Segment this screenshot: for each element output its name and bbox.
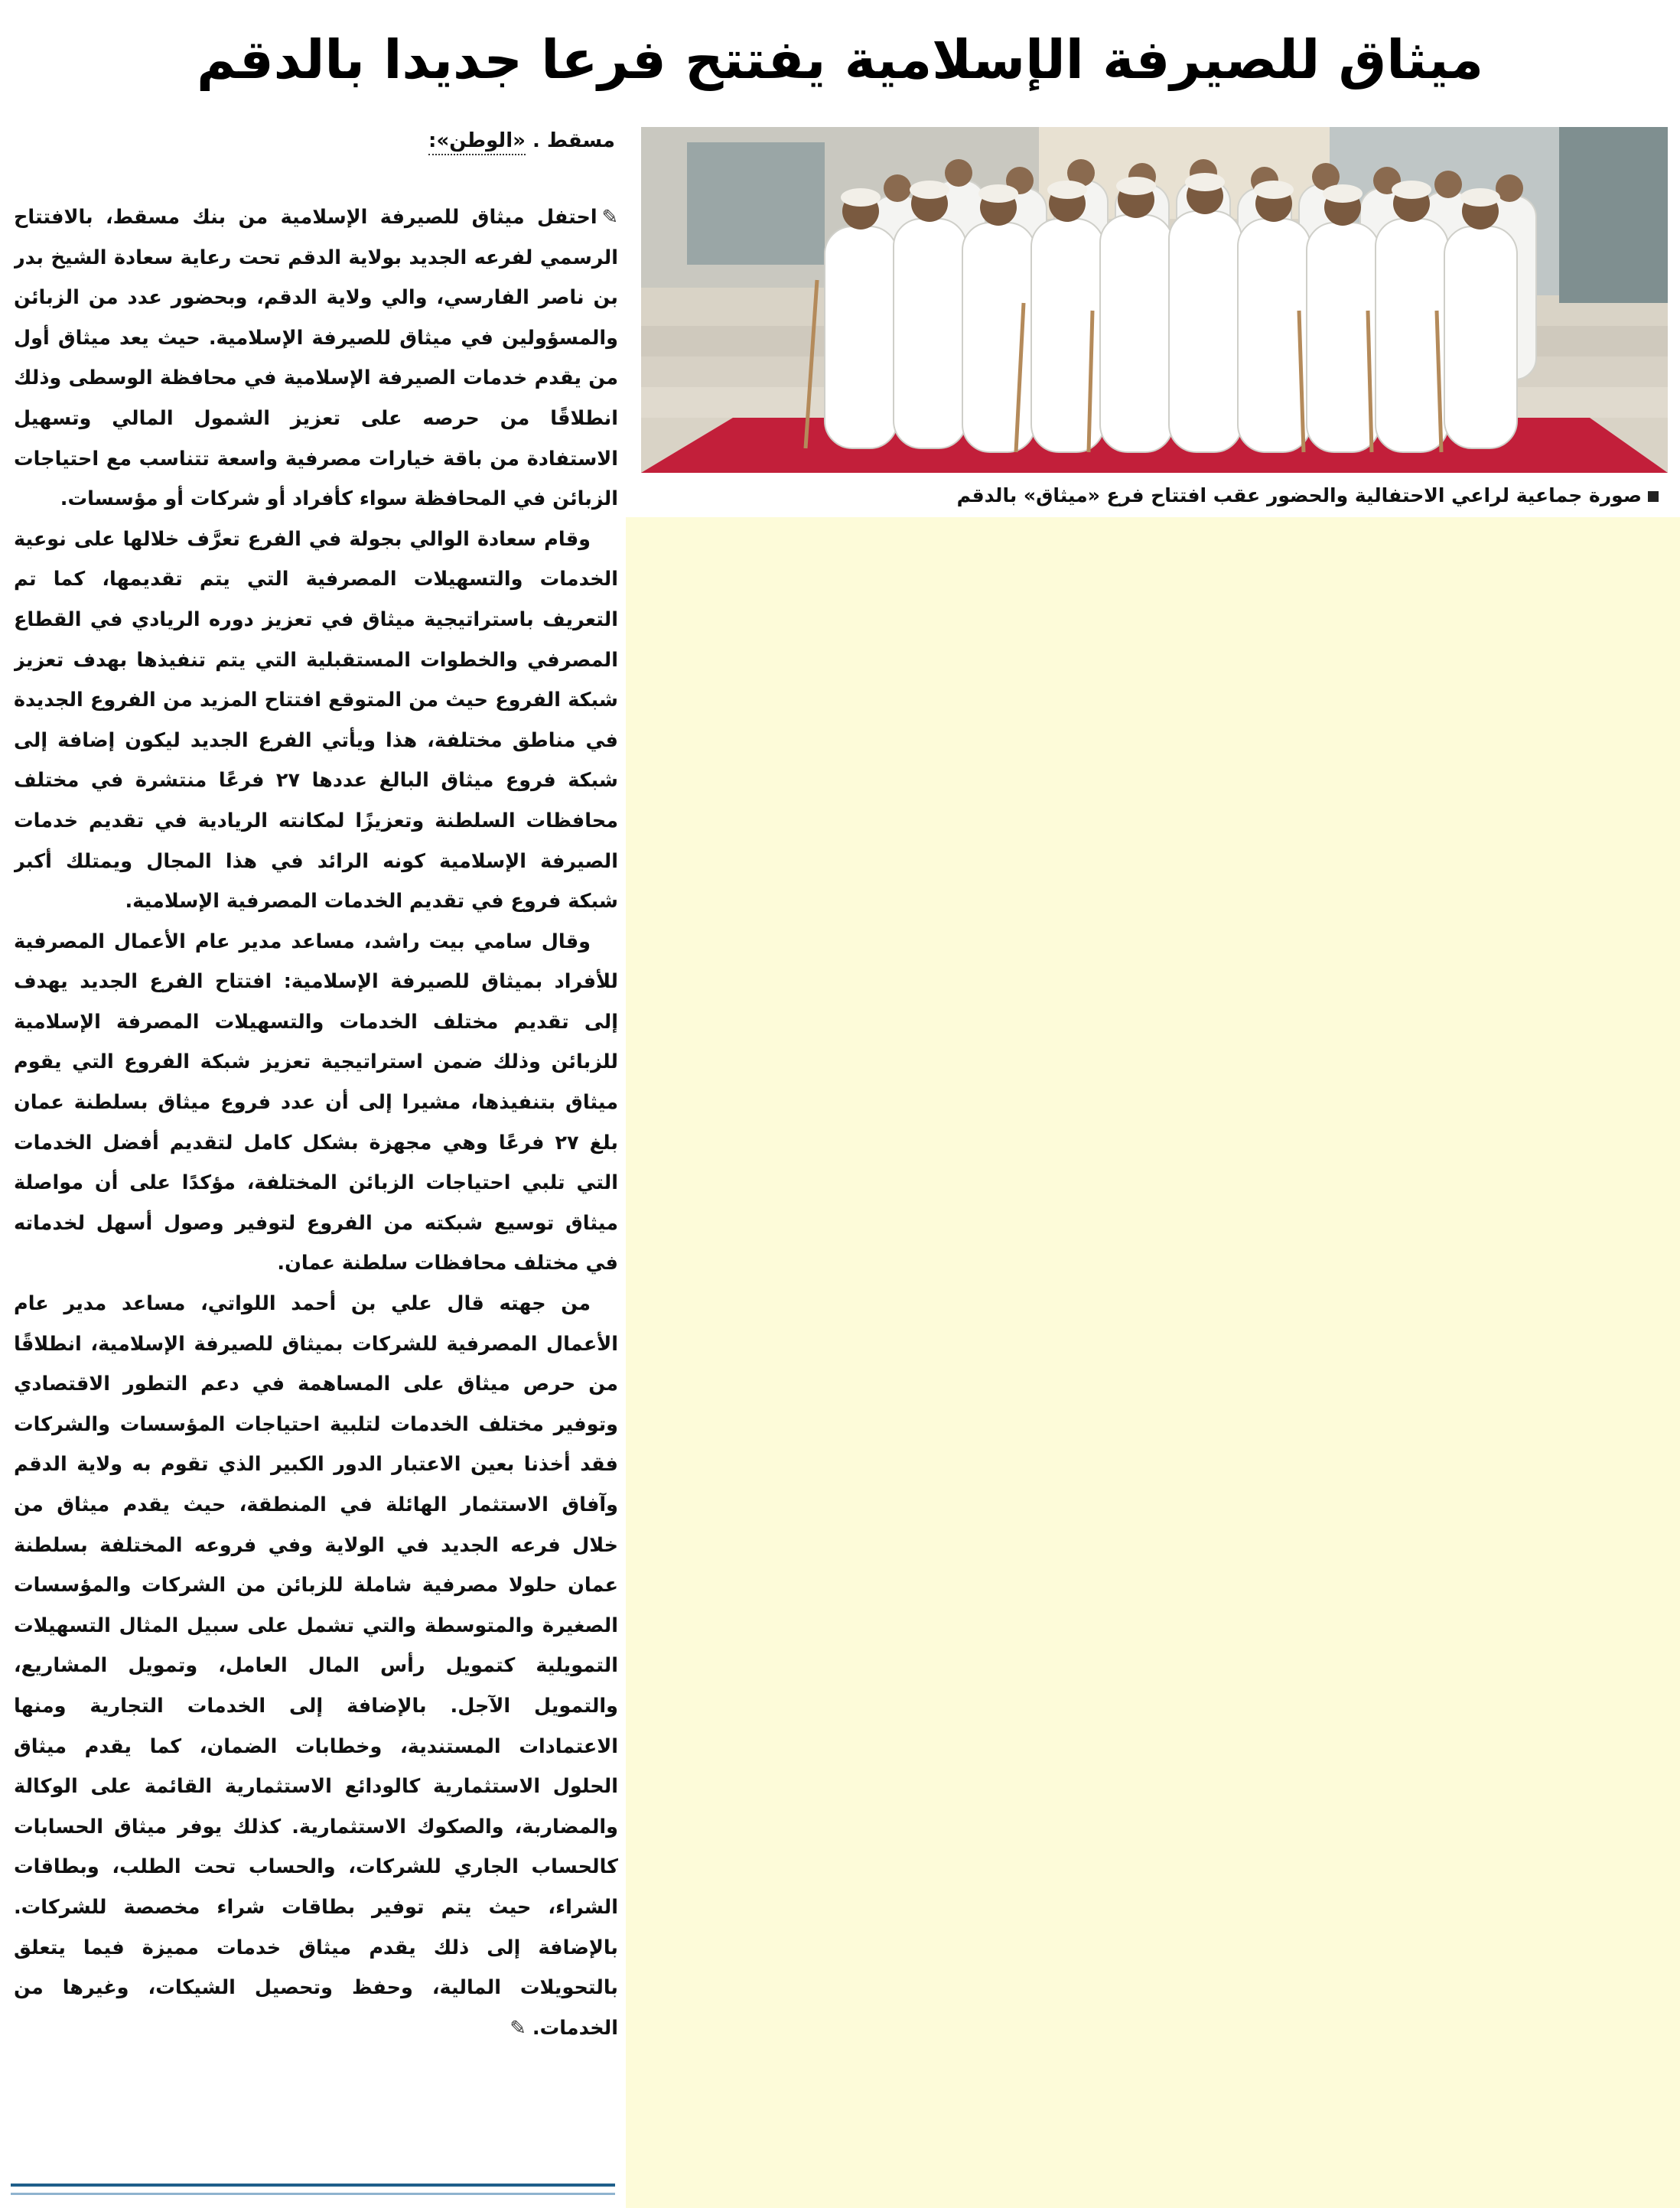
photo-caption-text: صورة جماعية لراعي الاحتفالية والحضور عقب افتتاح فرع «ميثاق» بالدقم [956, 484, 1642, 506]
article-paragraph: وقام سعادة الوالي بجولة في الفرع تعرَّف خلالها على نوعية الخدمات والتسهيلات المصرفية التي يتم تقديمها، كما تم التعريف باستراتيجية ميثاق في تعزيز دوره الريادي في القطاع المصرفي والخطوات المستقبلية التي يتم تنفيذها بهدف تعزيز شبكة الفروع حيث من المتوقع افتتاح المزيد من الفروع الجديدة في مناطق مختلفة، هذا ويأتي الفرع الجديد ليكون إضافة إلى شبكة فروع ميثاق البالغ عددها ٢٧ فرعًا منتشرة في مختلف محافظات السلطنة وتعزيزًا لمكانته الريادية في تقديم خدمات الصيرفة الإسلامية كونه الرائد في هذا المجال ويمتلك أكبر شبكة فروع في تقديم الخدمات المصرفية الإسلامية. [14, 527, 618, 913]
caption-bullet-icon [1648, 491, 1659, 502]
photo-caption [641, 479, 1668, 513]
byline-place: مسقط [546, 129, 615, 152]
byline-source: «الوطن»: [428, 129, 526, 155]
headline: ميثاق للصيرفة الإسلامية يفتتح فرعا جديدا بالدقم [196, 28, 1484, 91]
end-quill-pen-icon: ✎ [510, 2016, 532, 2040]
article-paragraph [14, 1284, 618, 2048]
byline: مسقط . «الوطن»: [413, 125, 615, 156]
bottom-rule-secondary [11, 2193, 615, 2195]
article-paragraph [14, 197, 618, 519]
advertisement-area [626, 517, 1680, 2208]
article-paragraph-text: من جهته قال علي بن أحمد اللواتي، مساعد مدير عام الأعمال المصرفية للشركات بميثاق للصيرفة الإسلامية، انطلاقًا من حرص ميثاق على المساهمة في دعم التطور الاقتصادي وتوفير مختلف الخدمات لتلبية احتياجات المؤسسات والشركات فقد أخذنا بعين الاعتبار الدور الكبير الذي تقوم به ولاية الدقم وآفاق الاستثمار الهائلة في المنطقة، حيث يقدم ميثاق من خلال فرعه الجديد في الولاية وفي فروعه المختلفة بسلطنة عمان حلولا مصرفية شاملة للزبائن من الشركات والمؤسسات الصغيرة والمتوسطة والتي تشمل على سبيل المثال التسهيلات التمويلية كتمويل رأس المال العامل، وتمويل المشاريع، والتمويل الآجل. بالإضافة إلى الخدمات التجارية ومنها الاعتمادات المستندية، وخطابات الضمان، كما يقدم ميثاق الحلول الاستثمارية كالودائع الاستثمارية القائمة على الوكالة والمضاربة، والصكوك الاستثمارية. كذلك يوفر ميثاق الحسابات كالحساب الجاري للشركات، والحساب تحت الطلب، وبطاقات الشراء، حيث يتم توفير بطاقات شراء مخصصة للشركات. بالإضافة إلى ذلك يقدم ميثاق خدمات مميزة فيما يتعلق بالتحويلات المالية، وحفظ وتحصيل الشيكات، وغيرها من الخدمات. [14, 1292, 618, 2040]
article-body [14, 197, 618, 2156]
article-paragraph-text: احتفل ميثاق للصيرفة الإسلامية من بنك مسقط، بالافتتاح الرسمي لفرعه الجديد بولاية الدقم تحت رعاية سعادة الشيخ بدر بن ناصر الفارسي، والي ولاية الدقم، وبحضور عدد من الزبائن والمسؤولين في ميثاق للصيرفة الإسلامية. حيث يعد ميثاق أول من يقدم خدمات الصيرفة الإسلامية في محافظة الوسطى وذلك انطلاقًا من حرصه على تعزيز الشمول المالي وتسهيل الاستفادة من باقة خيارات مصرفية واسعة تتناسب مع احتياجات الزبائن في المحافظة سواء كأفراد أو شركات أو مؤسسات. [14, 206, 618, 511]
group-photo [641, 127, 1668, 473]
group-photo-illustration [641, 127, 1668, 473]
quill-pen-icon: ✎ [601, 206, 618, 229]
article-paragraph: وقال سامي بيت راشد، مساعد مدير عام الأعمال المصرفية للأفراد بميثاق للصيرفة الإسلامية: افتتاح الفرع الجديد يهدف إلى تقديم مختلف الخدمات والتسهيلات المصرفة الإسلامية للزبائن وذلك ضمن استراتيجية تعزيز شبكة الفروع التي يقوم ميثاق بتنفيذها، مشيرا إلى أن عدد فروع ميثاق بسلطنة عمان بلغ ٢٧ فرعًا وهي مجهزة بشكل كامل لتقديم أفضل الخدمات التي تلبي احتياجات الزبائن المختلفة، مؤكدًا على أن مواصلة ميثاق توسيع شبكته من الفروع لتوفير وصول أسهل لخدماته في مختلف محافظات سلطنة عمان. [14, 930, 618, 1275]
bottom-rule [11, 2184, 615, 2187]
